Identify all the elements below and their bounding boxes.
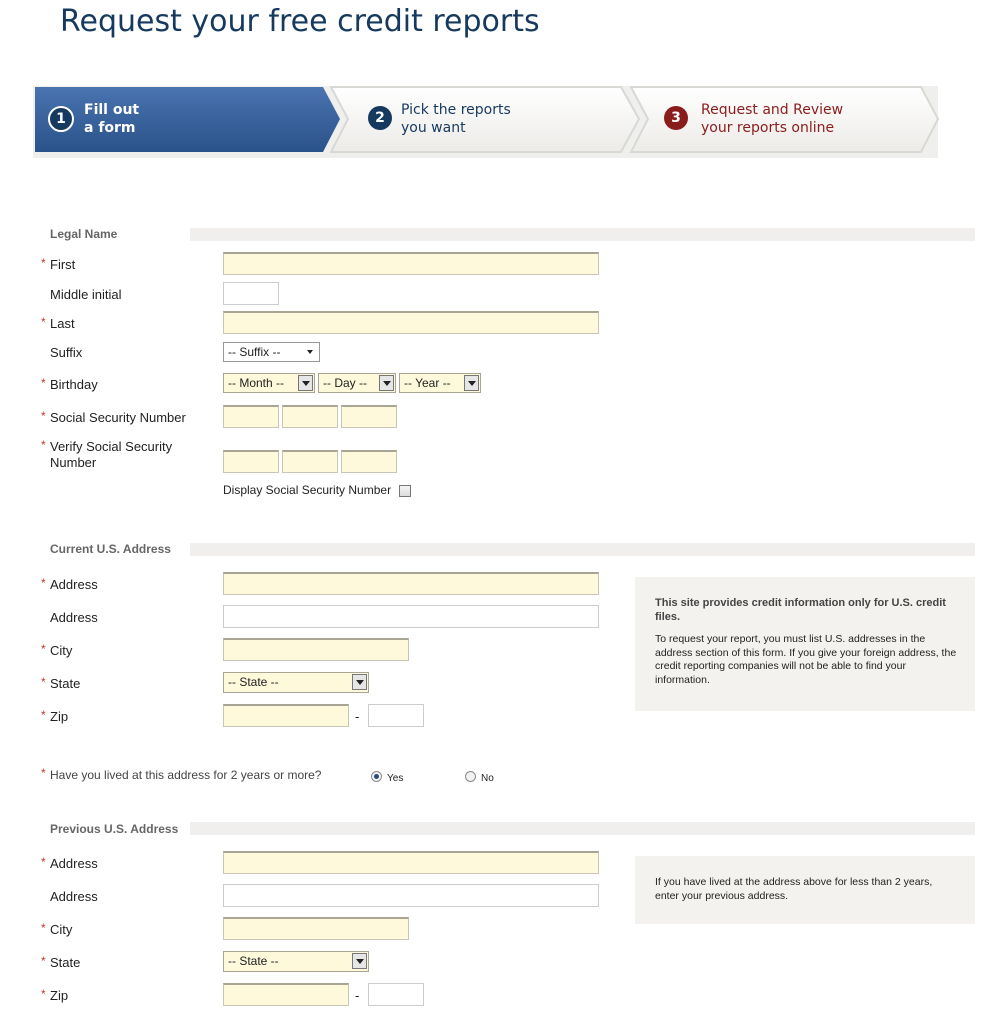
lived-two-years-question: Have you lived at this address for 2 years or more? xyxy=(50,768,322,782)
lived-yes-label: Yes xyxy=(387,773,404,784)
required-marker: * xyxy=(41,708,46,722)
current-zip-input[interactable] xyxy=(223,704,349,727)
current-address2-label: Address xyxy=(50,610,98,625)
step-1-label: Fill out a form xyxy=(84,102,140,136)
ssn-part-2-input[interactable] xyxy=(282,405,338,428)
required-marker: * xyxy=(41,987,46,1001)
middle-initial-label: Middle initial xyxy=(50,287,122,302)
chevron-down-icon xyxy=(352,674,367,690)
step-1-number: 1 xyxy=(48,106,74,132)
lived-no-radio[interactable] xyxy=(465,771,476,782)
step-3-number: 3 xyxy=(664,106,688,130)
ssn-part-3-input[interactable] xyxy=(341,405,397,428)
middle-initial-input[interactable] xyxy=(223,282,279,305)
step-2-label: Pick the reports you want xyxy=(401,102,511,136)
previous-address-label: Address xyxy=(50,856,98,871)
current-address-heading: Current U.S. Address xyxy=(50,542,171,556)
previous-address-info-box: If you have lived at the address above for less than 2 years, enter your previous address. xyxy=(635,856,975,924)
previous-address-divider xyxy=(190,822,975,835)
required-marker: * xyxy=(41,315,46,329)
current-state-label: State xyxy=(50,676,81,691)
suffix-label: Suffix xyxy=(50,345,83,360)
chevron-down-icon xyxy=(303,344,318,360)
required-marker: * xyxy=(41,409,46,423)
us-credit-info-box: This site provides credit information only for U.S. credit files. To request your report, you must list U.S. addresses in the address section of this form. If you give your foreign address, the credit reporting companies will not be able to find your information. xyxy=(635,577,975,711)
current-address-line2-input[interactable] xyxy=(223,605,599,628)
previous-address-heading: Previous U.S. Address xyxy=(50,822,179,836)
ssn-part-1-input[interactable] xyxy=(223,405,279,428)
first-name-input[interactable] xyxy=(223,252,599,275)
legal-name-heading: Legal Name xyxy=(50,227,118,241)
legal-name-divider xyxy=(190,228,975,241)
verify-ssn-part-2-input[interactable] xyxy=(282,450,338,473)
required-marker: * xyxy=(41,954,46,968)
required-marker: * xyxy=(41,675,46,689)
chevron-down-icon xyxy=(464,375,479,391)
required-marker: * xyxy=(41,438,46,452)
step-3-label: Request and Review your reports online xyxy=(701,102,844,136)
zip-separator: - xyxy=(355,988,360,1003)
current-zip-label: Zip xyxy=(50,709,69,724)
lived-no-label: No xyxy=(481,773,494,784)
display-ssn-checkbox[interactable] xyxy=(399,485,411,497)
previous-city-input[interactable] xyxy=(223,917,409,940)
required-marker: * xyxy=(41,256,46,270)
previous-state-label: State xyxy=(50,955,81,970)
last-name-label: Last xyxy=(50,316,75,331)
birth-year-select[interactable]: -- Year -- xyxy=(399,373,481,393)
current-state-select[interactable]: -- State -- xyxy=(223,672,369,693)
required-marker: * xyxy=(41,376,46,390)
first-name-label: First xyxy=(50,257,76,272)
chevron-down-icon xyxy=(352,953,367,969)
required-marker: * xyxy=(41,642,46,656)
last-name-input[interactable] xyxy=(223,311,599,334)
current-address-divider xyxy=(190,543,975,556)
verify-ssn-part-3-input[interactable] xyxy=(341,450,397,473)
display-ssn-label: Display Social Security Number xyxy=(223,483,392,497)
required-marker: * xyxy=(41,766,46,780)
zip-separator: - xyxy=(355,709,360,724)
verify-ssn-part-1-input[interactable] xyxy=(223,450,279,473)
verify-ssn-label: Verify Social Security Number xyxy=(50,439,173,470)
current-address-label: Address xyxy=(50,577,98,592)
previous-city-label: City xyxy=(50,922,73,937)
required-marker: * xyxy=(41,855,46,869)
lived-yes-radio[interactable] xyxy=(371,771,382,782)
current-city-label: City xyxy=(50,643,73,658)
previous-zip-label: Zip xyxy=(50,988,69,1003)
previous-state-select[interactable]: -- State -- xyxy=(223,951,369,972)
step-2-number: 2 xyxy=(368,106,392,130)
chevron-down-icon xyxy=(298,375,313,391)
previous-address2-label: Address xyxy=(50,889,98,904)
previous-zip-input[interactable] xyxy=(223,983,349,1006)
previous-zip-ext-input[interactable] xyxy=(368,983,424,1006)
chevron-down-icon xyxy=(379,375,394,391)
suffix-select[interactable]: -- Suffix -- xyxy=(223,342,320,362)
current-zip-ext-input[interactable] xyxy=(368,704,424,727)
current-address-line1-input[interactable] xyxy=(223,572,599,595)
current-city-input[interactable] xyxy=(223,638,409,661)
birthday-label: Birthday xyxy=(50,377,98,392)
progress-steps xyxy=(33,84,941,158)
page-title: Request your free credit reports xyxy=(60,4,540,39)
birth-month-select[interactable]: -- Month -- xyxy=(223,373,315,393)
previous-address-line2-input[interactable] xyxy=(223,884,599,907)
required-marker: * xyxy=(41,576,46,590)
previous-address-line1-input[interactable] xyxy=(223,851,599,874)
birth-day-select[interactable]: -- Day -- xyxy=(318,373,396,393)
ssn-label: Social Security Number xyxy=(50,410,186,425)
required-marker: * xyxy=(41,921,46,935)
